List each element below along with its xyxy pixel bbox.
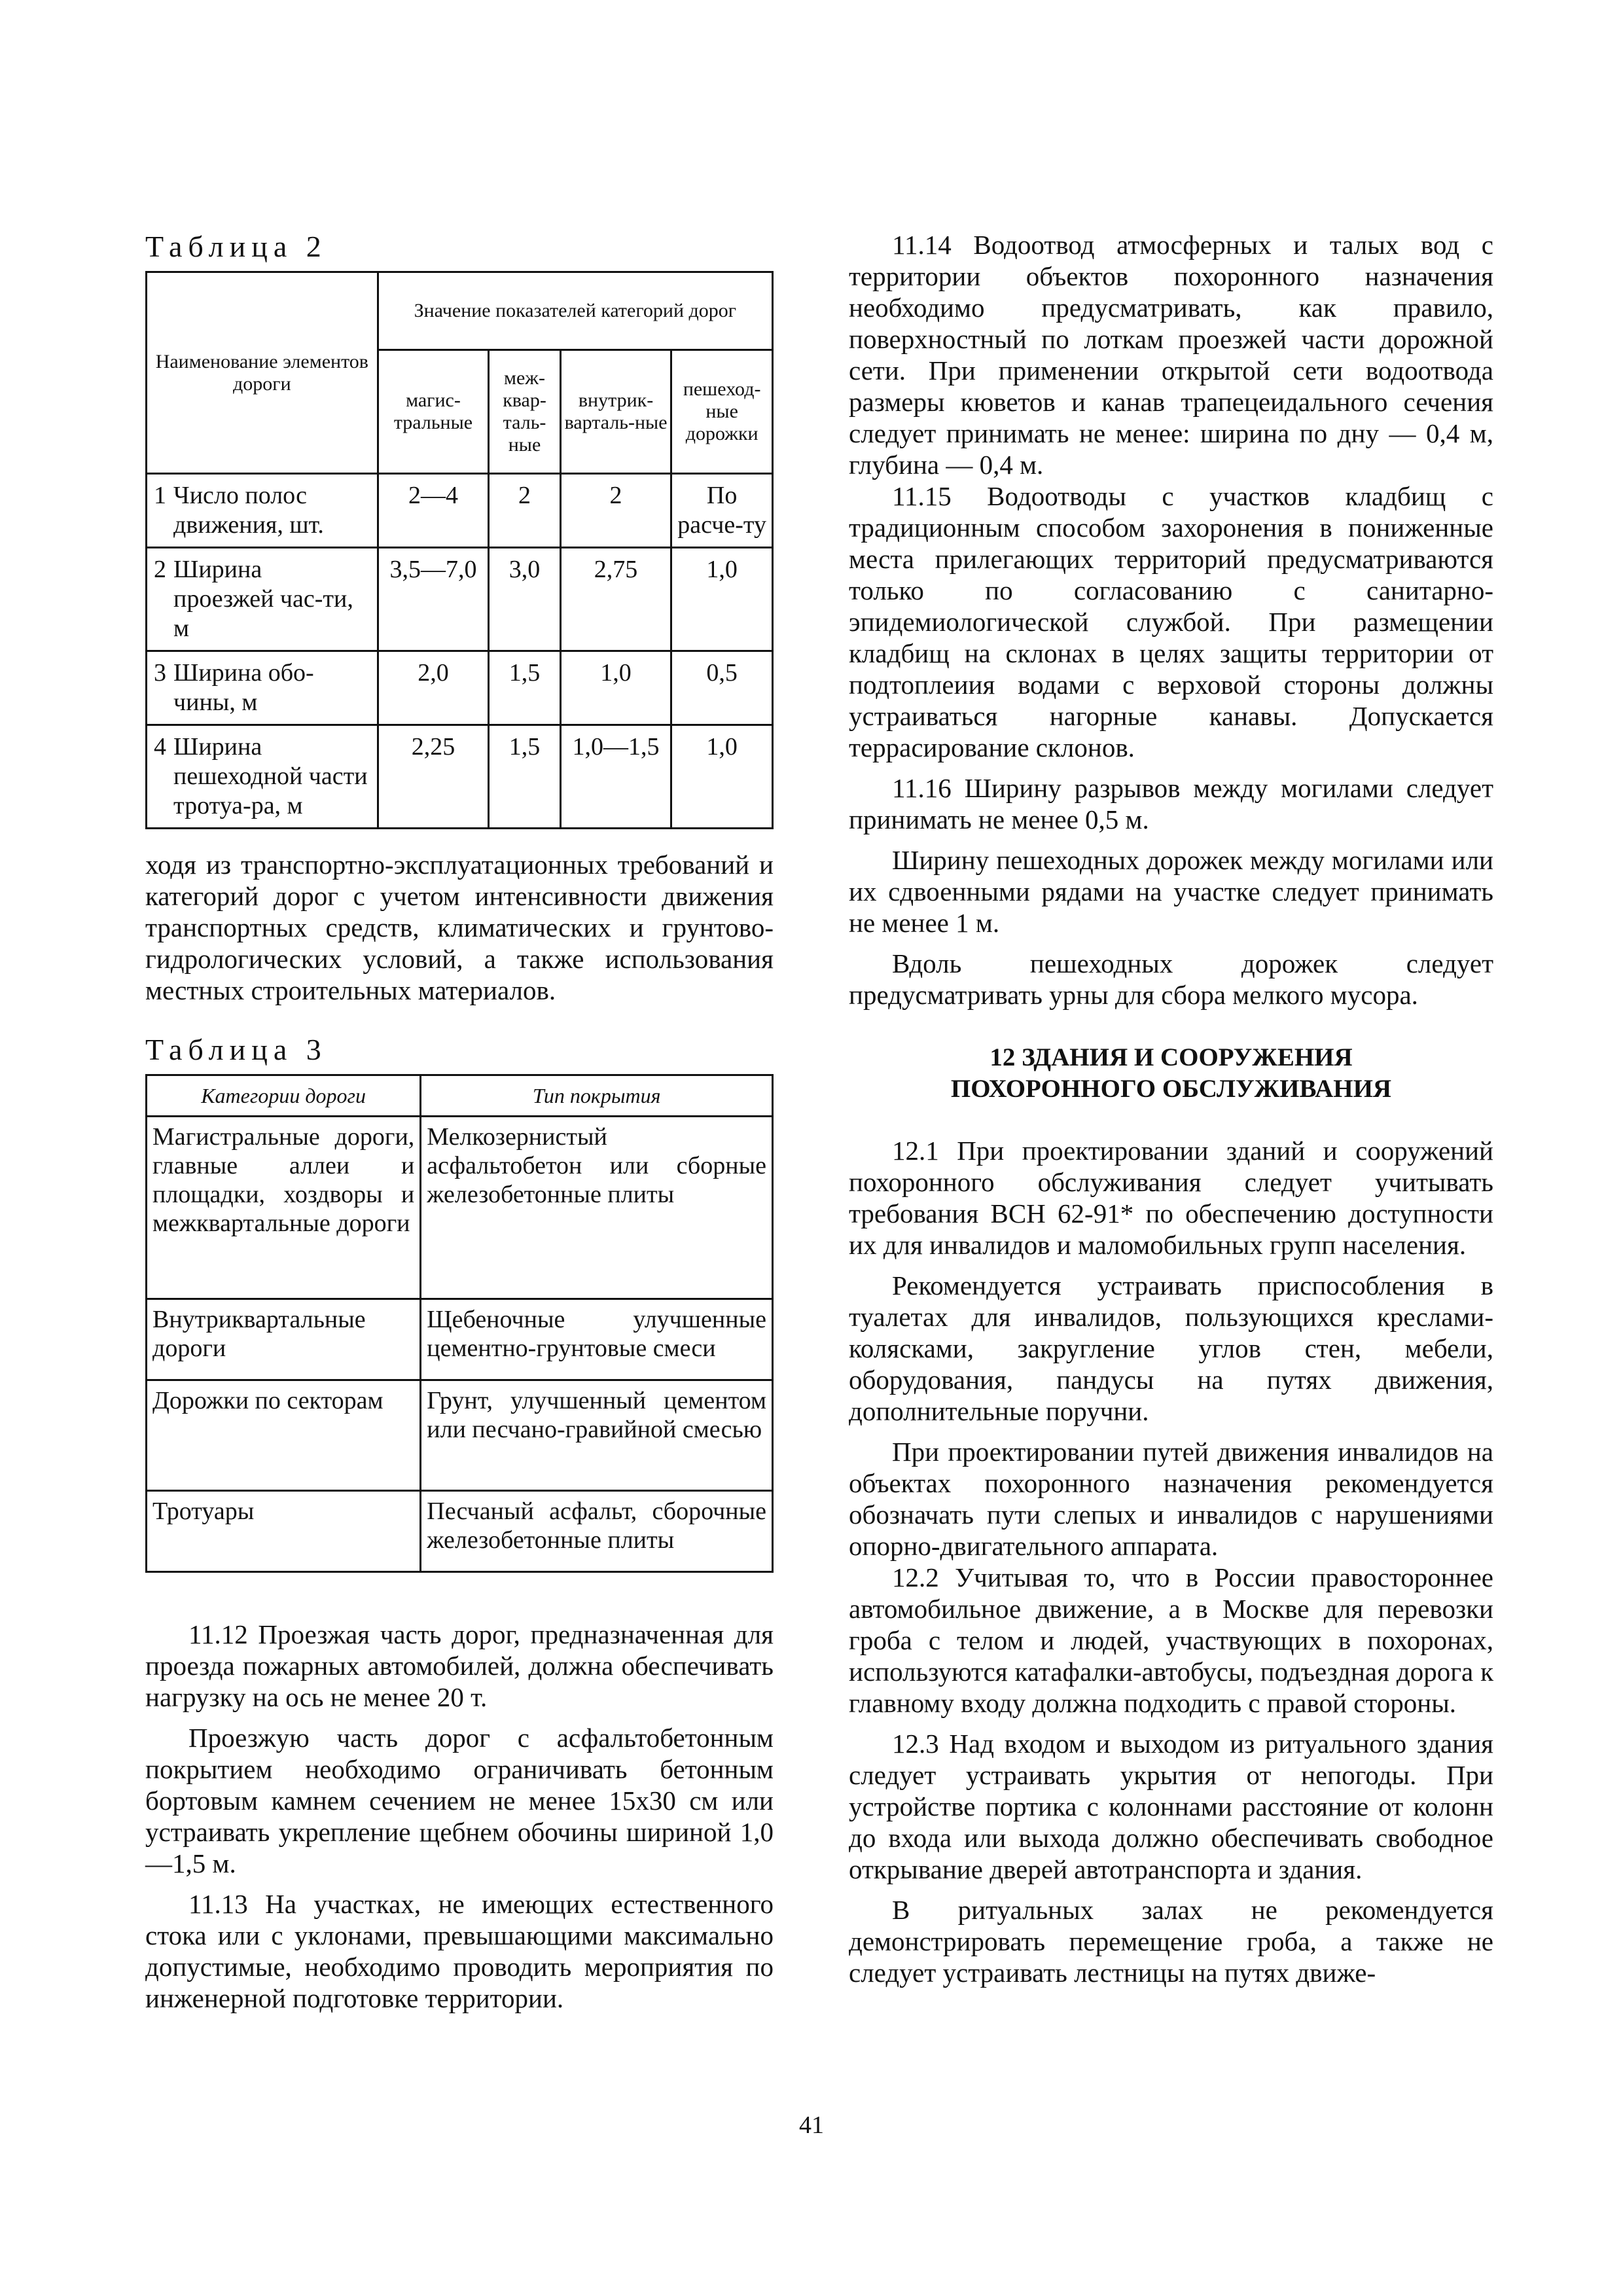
section-heading-line: ПОХОРОННОГО ОБСЛУЖИВАНИЯ [950,1075,1392,1103]
left-column [145,229,774,2014]
paragraph: 11.16 Ширину разрывов между могилами следует принимать не менее 0,5 м. [849,773,1493,834]
table-cell: 1,0 [560,651,671,725]
table-3 [145,1074,774,1573]
paragraph: 12.1 При проектировании зданий и сооружений похоронного обслуживания следует учитывать требования ВСН 62-91* по обеспечению доступности их для инвалидов и маломобильных групп населения. [849,1136,1493,1260]
table-2-subheader: меж-квар-таль-ные [489,350,561,474]
table-cell: 1,0—1,5 [560,725,671,829]
table-3-header-row [147,1075,773,1117]
paragraph: ходя из транспортно-эксплуатационных требований и категорий дорог с учетом интенсивности движения транспортных средств, климатических и грунтово-гидрологических условий, а также использования местных строительных материалов. [145,850,774,1005]
row-number: 3 [154,659,166,687]
table-cell: 3,0 [489,548,561,651]
table-cell: 1,5 [489,651,561,725]
row-name-cont: пешеходной части тротуа-ра, м [173,762,368,819]
table-3-header: Категории дороги [147,1075,421,1117]
section-heading-line: 12 ЗДАНИЯ И СООРУЖЕНИЯ [990,1043,1353,1071]
table-row [147,474,773,548]
table-row [147,548,773,651]
table-cell: 2,0 [378,651,489,725]
table-row [147,1299,773,1380]
table-cell [147,651,378,725]
table-cell: 1,5 [489,725,561,829]
table-2-subheader: внутрик-варталь-ные [560,350,671,474]
page-number: 41 [799,2111,824,2139]
table-cell: Щебеночные улучшенные цементно-грунтовые смеси [421,1299,773,1380]
row-name: Ширина [173,733,262,761]
row-name-cont: проезжей час-ти, м [173,585,353,642]
table-cell: По расче-ту [671,474,773,548]
paragraph: Проезжую часть дорог с асфальтобетонным покрытием необходимо ограничивать бетонным бортовым камнем сечением не менее 15x30 см или устраивать укрепление щебнем обочины шириной 1,0—1,5 м. [145,1723,774,1878]
table-cell: 2,75 [560,548,671,651]
row-number: 4 [154,733,166,761]
table-cell: 2 [560,474,671,548]
paragraph: Ширину пешеходных дорожек между могилами или их сдвоенными рядами на участке следует принимать не менее 1 м. [849,845,1493,938]
table-3-header: Тип покрытия [421,1075,773,1117]
paragraph: При проектировании путей движения инвалидов на объектах похоронного назначения рекомендуется обозначать пути слепых и инвалидов с нарушениями опорно-двигательного аппарата. [849,1437,1493,1561]
table-cell: 1,0 [671,725,773,829]
table-2 [145,271,774,829]
table-2-caption: Таблица 2 [145,230,327,263]
paragraph: Вдоль пешеходных дорожек следует предусматривать урны для сбора мелкого мусора. [849,948,1493,1010]
table-cell: 2 [489,474,561,548]
table-cell [147,725,378,829]
table-row [147,1380,773,1491]
table-cell: 3,5—7,0 [378,548,489,651]
paragraph: 11.15 Водоотводы с участков кладбищ с традиционным способом захоронения в пониженные места прилегающих территорий предусматриваются только по согласованию с санитарно-эпидемиологической службой. При размещении кладбищ на склонах в целях защиты территории от подтоплеиия водами с верховой стороны должны устраиваться нагорные канавы. Допускается террасирование склонов. [849,481,1493,762]
table-cell [147,548,378,651]
paragraph: 11.14 Водоотвод атмосферных и талых вод с территории объектов похоронного назначения необходимо предусматривать, как правило, поверхностный по лоткам проезжей части дорожной сети. При применении открытой сети водоотвода размеры кюветов и канав трапецеидального сечения следует принимать не менее: ширина по дну — 0,4 м, глубина — 0,4 м. [849,230,1493,480]
table-cell: Внутриквартальные дороги [147,1299,421,1380]
row-name: Ширина обо- [173,659,314,687]
paragraph: 12.2 Учитывая то, что в России правостороннее автомобильное движение, а в Москве для перевозки гроба с телом и людей, участвующих в похоронах, используются катафалки-автобусы, подъездная дорога к главному входу должна подходить с правой стороны. [849,1562,1493,1718]
table-cell: Магистральные дороги, главные аллеи и площадки, хоздворы и межквартальные дороги [147,1117,421,1299]
row-name-cont: движения, шт. [173,511,324,539]
table-row [147,1491,773,1572]
table-2-subheader: магис-тральные [378,350,489,474]
section-heading [849,1042,1493,1105]
table-cell: Мелкозернистый асфальтобетон или сборные железобетонные плиты [421,1117,773,1299]
row-number: 1 [154,482,166,509]
table-cell: Тротуары [147,1491,421,1572]
table-cell: 0,5 [671,651,773,725]
paragraph: 12.3 Над входом и выходом из ритуального здания следует устраивать укрытия от непогоды. При устройстве портика с колоннами расстояние от колонн до входа или выхода должно обеспечивать свободное открывание дверей автотранспорта и здания. [849,1729,1493,1884]
right-column [849,229,1493,1988]
row-number: 2 [154,556,166,583]
table-cell: Песчаный асфальт, сборочные железобетонные плиты [421,1491,773,1572]
row-name: Ширина [173,556,262,583]
table-cell [147,474,378,548]
table-cell: 2,25 [378,725,489,829]
table-row [147,651,773,725]
table-row [147,725,773,829]
table-2-subheader: пешеход-ные дорожки [671,350,773,474]
table-3-caption: Таблица 3 [145,1033,327,1066]
paragraph: 11.13 На участках, не имеющих естественного стока или с уклонами, превышающими максимально допустимые, необходимо проводить мероприятия по инженерной подготовке территории. [145,1889,774,2013]
table-2-header-name: Наименование элементов дороги [147,272,378,474]
table-2-header-row [147,272,773,350]
paragraph: 11.12 Проезжая часть дорог, предназначенная для проезда пожарных автомобилей, должна обеспечивать нагрузку на ось не менее 20 т. [145,1619,774,1712]
paragraph: Рекомендуется устраивать приспособления в туалетах для инвалидов, пользующихся креслами-колясками, закругление углов стен, мебели, оборудования, пандусы на путях движения, дополнительные поручни. [849,1270,1493,1426]
table-cell: 2—4 [378,474,489,548]
table-cell: 1,0 [671,548,773,651]
table-2-header-group: Значение показателей категорий дорог [378,272,772,350]
row-name: Число полос [173,482,307,509]
row-name-cont: чины, м [173,689,258,716]
table-cell: Дорожки по секторам [147,1380,421,1491]
table-cell: Грунт, улучшенный цементом или песчано-гравийной смесью [421,1380,773,1491]
paragraph: В ритуальных залах не рекомендуется демонстрировать перемещение гроба, а также не следует устраивать лестницы на путях движе- [849,1895,1493,1988]
table-row [147,1117,773,1299]
